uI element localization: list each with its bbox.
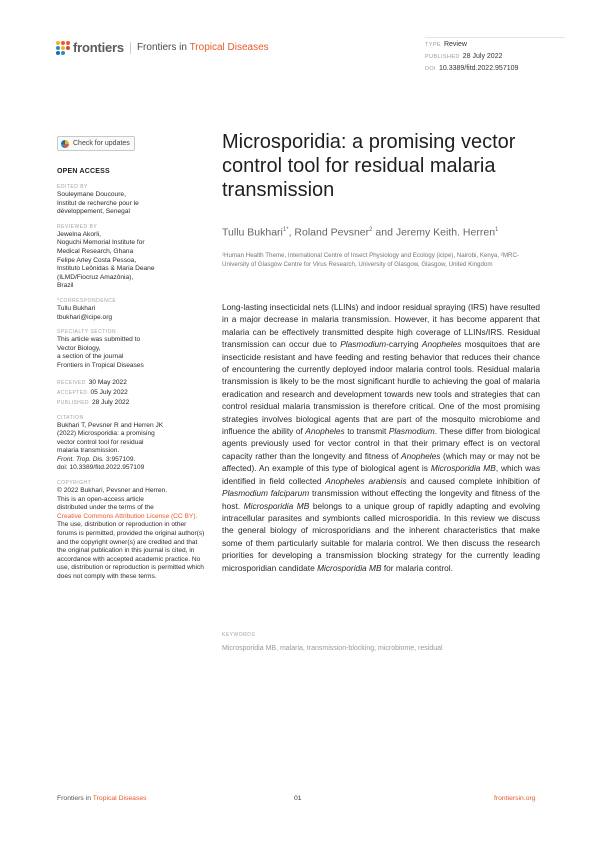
copyright-text [57,487,207,582]
author-list [222,223,552,240]
author-affiliation-mark: 1 [495,227,499,233]
abstract-italic-term: Microsporidia MB [430,463,496,474]
citation-text [57,422,207,474]
citation-journal: Front. Trop. Dis. [57,455,105,463]
abstract-text: mosquitoes that are insecticide resistant and have feeding and resting behavior that reduces their chance of encountering the currently deployed indoor malaria control tools. Residual malaria transmission is likely to be the most significant hurdle to achieving the goal of malaria eradication and research and development towards new tools and strategies that can control residual malaria transmission is therefore critical. One of the most promising strategies involves biological agents that are part of the mosquito microbiome and influence the ability of [222,339,540,437]
abstract-text: Long-lasting insecticidal nets (LLINs) and indoor residual spraying (IRS) have resulted in a major decrease in malaria transmission. However, it has become apparent that malaria can be effectively transmitted despite high coverage of LLINs/IRS. Residual transmission can occur due to [222,302,540,350]
abstract-italic-term: Microsporidia MB [243,500,310,511]
reviewed-by-line: Instituto Leônidas & Maria Deane [57,265,155,273]
abstract-text: -carrying [386,339,422,350]
abstract-text: , which was identified in field collected [222,463,541,486]
correspondence-label: *CORRESPONDENCE [57,297,117,304]
abstract-italic-term: Microsporidia MB [317,562,382,573]
abstract-text: to transmit [344,426,389,437]
published-date: 28 July 2022 [91,398,130,406]
specialty-line: Frontiers in Tropical Diseases [57,361,144,369]
received-date: 30 May 2022 [88,378,127,386]
footer-journal-prefix: Frontiers in [57,795,93,802]
cc-license-link[interactable]: Creative Commons Attribution License (CC BY). [57,512,198,520]
reviewed-by-section [57,224,207,291]
author-affiliation-mark: 1* [282,227,289,233]
reviewed-by-line: Jewelna Akorli, [57,230,101,238]
citation-ref: 3:957109. [104,455,136,463]
abstract-italic-term: Anopheles [305,426,345,437]
copyright-line: distributed under the terms of the [57,504,154,512]
author-name[interactable]: Tullu Bukhari [222,226,283,239]
specialty-section [57,329,207,370]
reviewed-by-line: Brazil [57,282,74,290]
abstract-italic-term: Plasmodium falciparum [222,488,310,499]
abstract-text: (which may or may not be affected). An example of this type of biological agent is [222,450,540,474]
published-label: PUBLISHED [57,399,89,406]
frontiers-logo-icon [56,41,70,55]
type-value: Review [443,41,467,48]
abstract-italic-term: Anopheles [401,450,441,461]
sidebar [57,168,207,589]
journal-name [130,42,269,54]
citation-line: Bukhari T, Pevsner R and Herren JK [57,421,164,429]
reviewed-by-line: (ILMD/Fiocruz Amazônia), [57,273,134,281]
edited-by-line: Institut de recherche pour le [57,199,139,207]
crossmark-icon [61,140,69,148]
published-row [57,398,207,408]
abstract-text: . These differ from biological agents previously used for vector control in that their primary effect is on vectoral capacity rather than the longevity and fitness of [222,426,540,461]
specialty-label: SPECIALTY SECTION [57,329,117,336]
footer-journal [57,795,147,802]
abstract [222,301,540,574]
footer-site-link[interactable]: frontiersin.org [494,795,536,802]
reviewed-by-line: Noguchi Memorial Institute for [57,239,145,247]
brand-name: frontiers [73,40,124,55]
author-separator: and [372,226,396,239]
reviewed-by-line: Medical Research, Ghana [57,247,134,255]
specialty-line: This article was submitted to [57,336,141,344]
affiliations: ¹Human Health Theme, International Centre of Insect Physiology and Ecology (icipe), Nairobi, Kenya, ²MRC-University of Glasgow Centre for Virus Research, University of Glasgow, Glasgow, United Kingdom [222,252,520,268]
abstract-text: belongs to a unique group of rapidly adapting and evolving intracellular parasites and symbionts called microsporidia. In this review we discuss the general biology of microsporidians and the inherent characteristics that make some of them particularly suitable for malaria control. We then discuss the research priorities for developing a transmission blocking strategy for the currently leading microsporidian candidate [222,500,540,573]
edited-by-line: Souleymane Doucoure, [57,191,126,198]
keywords: Microsporidia MB, malaria, transmission-blocking, microbiome, residual [222,645,443,652]
article-title: Microsporidia: a promising vector control tool for residual malaria transmission [222,131,516,201]
citation-label: CITATION [57,414,84,421]
author-name[interactable]: Roland Pevsner [294,226,370,239]
specialty-text [57,336,207,370]
edited-by-line: développement, Senegal [57,208,130,216]
doi-label: DOI [425,66,436,72]
open-access-label: OPEN ACCESS [57,168,110,175]
citation-ref-line [57,456,207,465]
dates-section [57,378,207,408]
reviewed-by-line: Felipe Arley Costa Pessoa, [57,256,137,264]
citation-line: (2022) Microsporidia: a promising [57,430,155,438]
abstract-text: for malaria control. [381,562,453,573]
edited-by-label: EDITED BY [57,184,88,190]
accepted-label: ACCEPTED [57,389,88,396]
author-name[interactable]: Jeremy Keith. Herren [395,226,496,239]
abstract-italic-term: Anopheles [421,339,462,350]
citation-line: vector control tool for residual [57,438,144,446]
author-separator: , [288,226,295,239]
published-label: PUBLISHED [425,54,460,60]
abstract-text: and caused complete inhibition of [406,475,540,486]
citation-section [57,415,207,474]
copyright-terms: The use, distribution or reproduction in other forums is permitted, provided the original author(s) and the copyright owner(s) are credited and that the original publication in this journal is cited, in accordance with accepted academic practice. No use, distribution or reproduction is permitted which does not comply with these terms. [57,521,205,580]
copyright-section [57,480,207,582]
article-published [425,51,565,63]
copyright-line: © 2022 Bukhari, Pevsner and Herren. [57,487,168,495]
journal-prefix: Frontiers in [136,41,190,53]
journal-accent: Tropical Diseases [189,41,269,53]
reviewed-by-label: REVIEWED BY [57,223,98,230]
article-doi[interactable] [425,63,565,75]
copyright-line: This is an open-access article [57,495,144,503]
doi-value[interactable]: 10.3389/fitd.2022.957109 [438,65,519,72]
keywords-label: KEYWORDS [222,632,256,638]
edited-by-section [57,184,207,217]
correspondence-email[interactable]: tbukhari@icipe.org [57,313,113,321]
page-number: 01 [294,795,302,802]
copyright-label: COPYRIGHT [57,480,92,487]
specialty-line: Vector Biology, [57,344,101,352]
citation-doi[interactable]: doi: 10.3389/fitd.2022.957109 [57,464,145,472]
article-type [425,39,565,51]
check-for-updates-button[interactable] [57,136,135,151]
specialty-line: a section of the journal [57,353,124,361]
article-meta [425,39,565,75]
author-affiliation-mark: 2 [369,227,373,233]
header-rule [425,37,565,38]
correspondence-section [57,298,207,322]
abstract-italic-term: Anopheles arabiensis [325,475,407,486]
accepted-row [57,388,207,398]
abstract-italic-term: Plasmodium [340,339,387,350]
abstract-italic-term: Plasmodium [388,426,435,437]
abstract-text: transmission without effecting the longevity and fitness of the host. [222,488,540,511]
received-row [57,378,207,388]
type-label: TYPE [425,42,441,48]
reviewed-by-text [57,231,207,291]
footer-journal-accent: Tropical Diseases [92,795,147,802]
citation-line: malaria transmission. [57,447,120,455]
edited-by-text [57,191,207,217]
received-label: RECEIVED [57,379,86,386]
correspondence-name: Tullu Bukhari [57,304,96,312]
journal-logo[interactable] [56,40,269,55]
published-value: 28 July 2022 [462,53,503,60]
check-updates-label: Check for updates [73,140,130,147]
accepted-date: 05 July 2022 [90,388,128,396]
correspondence-text [57,305,207,322]
